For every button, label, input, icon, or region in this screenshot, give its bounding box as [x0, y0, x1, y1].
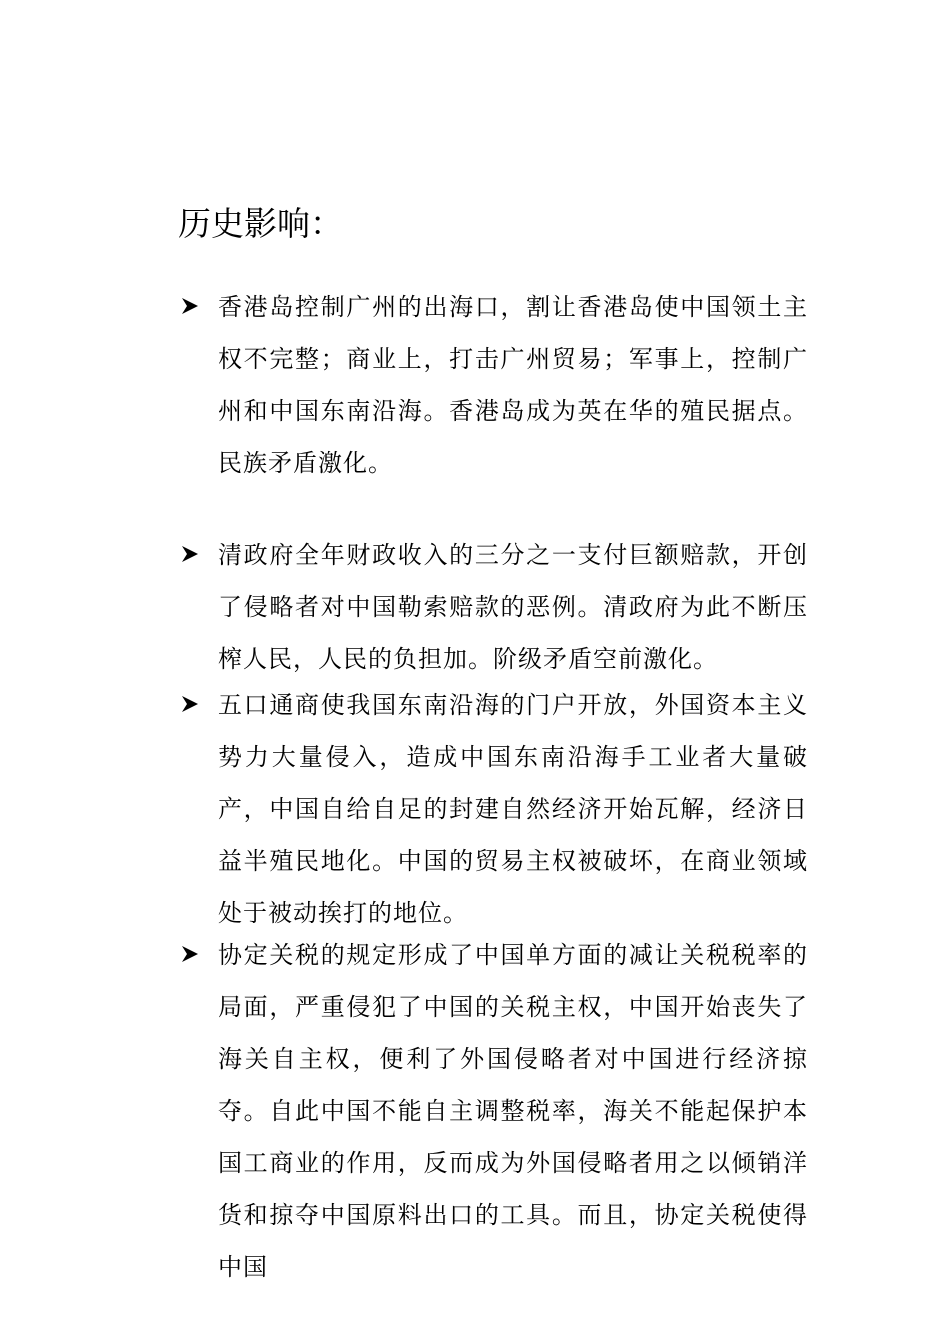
list-item: 清政府全年财政收入的三分之一支付巨额赔款，开创了侵略者对中国勒索赔款的恶例。清政府为此不断压榨人民，人民的负担加。阶级矛盾空前激化。 — [218, 541, 808, 673]
list-item: 五口通商使我国东南沿海的门户开放，外国资本主义势力大量侵入，造成中国东南沿海手工业者大量破产，中国自给自足的封建自然经济开始瓦解，经济日益半殖民地化。中国的贸易主权被破坏，在商业领域处于被动挨打的地位。 — [218, 691, 808, 927]
arrowhead-bullet-icon — [180, 679, 206, 731]
arrowhead-bullet-icon — [180, 929, 206, 981]
arrowhead-bullet-icon — [180, 529, 206, 581]
list-item: 香港岛控制广州的出海口，割让香港岛使中国领土主权不完整；商业上，打击广州贸易；军事上，控制广州和中国东南沿海。香港岛成为英在华的殖民据点。民族矛盾激化。 — [218, 293, 808, 477]
arrowhead-bullet-icon — [180, 281, 206, 333]
page-heading: 历史影响： — [178, 204, 343, 243]
list-item: 协定关税的规定形成了中国单方面的减让关税税率的局面，严重侵犯了中国的关税主权，中国开始丧失了海关自主权，便利了外国侵略者对中国进行经济掠夺。自此中国不能自主调整税率，海关不能起保护本国工商业的作用，反而成为外国侵略者用之以倾销洋货和掠夺中国原料出口的工具。而且，协定关税使得中国 — [218, 941, 808, 1281]
